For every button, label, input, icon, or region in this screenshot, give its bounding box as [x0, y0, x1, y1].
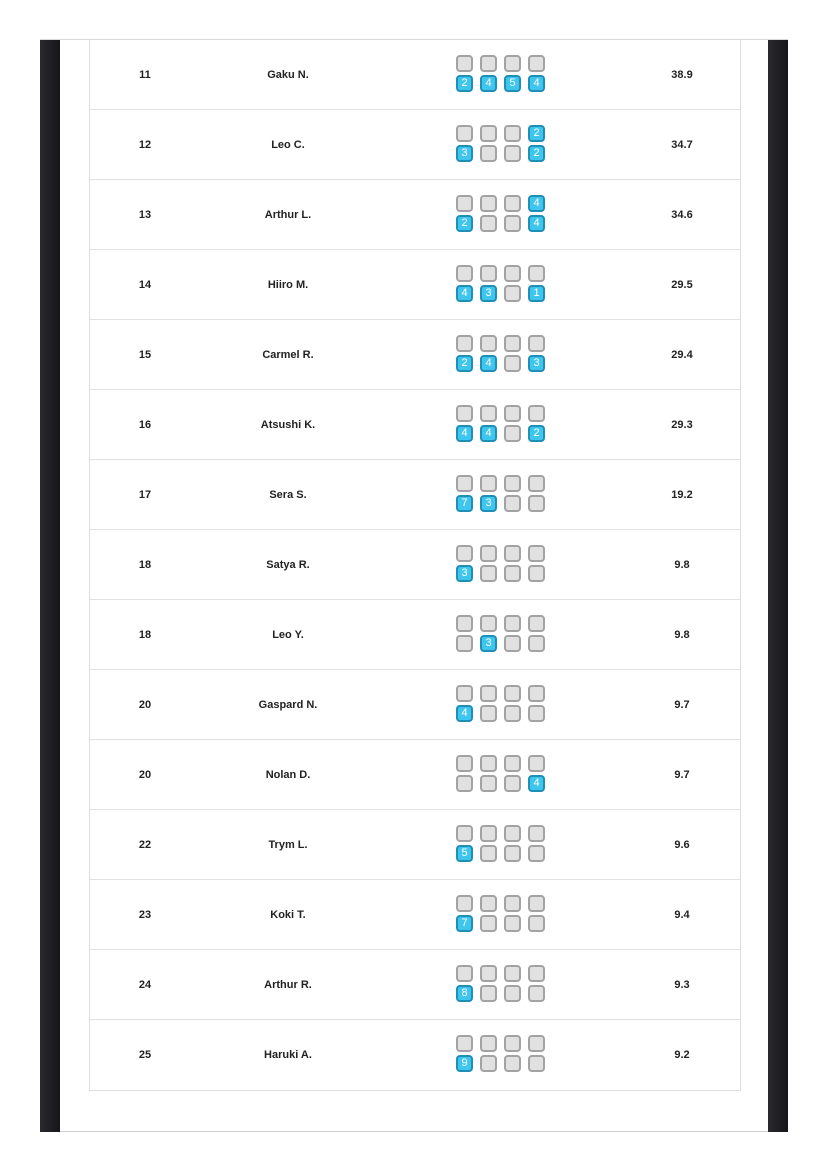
attempt-box-empty [480, 545, 497, 562]
attempt-box-empty [480, 1035, 497, 1052]
ranking-table [89, 40, 741, 1091]
attempt-box-filled: 2 [456, 355, 473, 372]
attempt-grid [456, 405, 552, 447]
rank-cell: 20 [138, 699, 152, 711]
attempt-box-empty [480, 405, 497, 422]
table-row[interactable] [90, 250, 740, 320]
attempt-box-filled: 4 [480, 425, 497, 442]
attempt-box-empty [504, 145, 521, 162]
attempt-box-empty [456, 825, 473, 842]
attempt-box-empty [528, 915, 545, 932]
attempt-box-empty [480, 845, 497, 862]
attempt-box-filled: 2 [456, 215, 473, 232]
player-name-cell: Hiiro M. [267, 279, 309, 291]
attempt-box-empty [480, 1055, 497, 1072]
attempt-box-empty [528, 405, 545, 422]
table-row[interactable] [90, 110, 740, 180]
attempt-grid [456, 475, 552, 517]
rank-cell: 23 [138, 909, 152, 921]
attempt-box-empty [528, 755, 545, 772]
attempt-box-filled: 3 [480, 635, 497, 652]
score-cell: 9.8 [674, 629, 690, 641]
attempt-box-filled: 4 [480, 355, 497, 372]
score-cell: 29.5 [671, 279, 693, 291]
attempt-box-empty [504, 775, 521, 792]
table-row[interactable] [90, 880, 740, 950]
attempt-box-empty [504, 985, 521, 1002]
attempt-box-empty [480, 775, 497, 792]
attempt-box-empty [528, 335, 545, 352]
attempt-box-empty [480, 335, 497, 352]
rank-cell: 11 [139, 69, 151, 81]
attempt-box-empty [456, 125, 473, 142]
score-cell: 9.7 [674, 769, 690, 781]
attempt-grid [456, 125, 552, 167]
score-cell: 19.2 [671, 489, 693, 501]
table-row[interactable] [90, 740, 740, 810]
score-cell: 9.7 [674, 699, 690, 711]
table-row[interactable] [90, 530, 740, 600]
attempt-box-filled: 5 [456, 845, 473, 862]
attempt-box-empty [456, 615, 473, 632]
attempt-box-empty [480, 145, 497, 162]
player-name-cell: Leo C. [271, 139, 305, 151]
attempt-box-empty [528, 495, 545, 512]
attempt-box-empty [456, 475, 473, 492]
attempt-box-empty [456, 895, 473, 912]
table-row[interactable] [90, 600, 740, 670]
attempt-box-empty [504, 475, 521, 492]
attempt-box-empty [504, 615, 521, 632]
player-name-cell: Arthur L. [264, 209, 312, 221]
attempt-box-empty [456, 755, 473, 772]
attempt-grid [456, 825, 552, 867]
attempt-box-empty [504, 355, 521, 372]
attempt-box-empty [480, 565, 497, 582]
table-row[interactable] [90, 1020, 740, 1090]
attempt-box-empty [480, 915, 497, 932]
player-name-cell: Arthur R. [264, 979, 312, 991]
player-name-cell: Atsushi K. [260, 419, 316, 431]
attempt-box-empty [528, 615, 545, 632]
attempt-box-empty [504, 965, 521, 982]
attempt-box-filled: 3 [528, 355, 545, 372]
attempt-box-empty [456, 775, 473, 792]
attempt-grid [456, 615, 552, 657]
score-cell: 9.3 [674, 979, 690, 991]
score-cell: 9.4 [674, 909, 690, 921]
attempt-box-empty [504, 125, 521, 142]
rank-cell: 17 [138, 489, 152, 501]
table-row[interactable] [90, 670, 740, 740]
attempt-box-filled: 2 [528, 125, 545, 142]
attempt-box-empty [528, 825, 545, 842]
score-cell: 34.7 [671, 139, 693, 151]
attempt-box-empty [480, 825, 497, 842]
attempt-box-empty [480, 195, 497, 212]
attempt-box-filled: 3 [456, 565, 473, 582]
table-row[interactable] [90, 950, 740, 1020]
attempt-box-empty [504, 635, 521, 652]
rank-cell: 24 [138, 979, 152, 991]
attempt-box-empty [480, 965, 497, 982]
score-cell: 9.2 [674, 1049, 690, 1061]
attempt-box-empty [456, 335, 473, 352]
attempt-box-empty [456, 405, 473, 422]
rank-cell: 18 [138, 629, 152, 641]
attempt-box-empty [480, 615, 497, 632]
attempt-box-empty [504, 425, 521, 442]
attempt-box-empty [528, 265, 545, 282]
attempt-box-empty [480, 685, 497, 702]
attempt-box-empty [456, 685, 473, 702]
attempt-box-empty [456, 195, 473, 212]
attempt-grid [456, 755, 552, 797]
attempt-box-empty [504, 215, 521, 232]
attempt-box-empty [456, 1035, 473, 1052]
attempt-box-filled: 8 [456, 985, 473, 1002]
attempt-box-filled: 4 [480, 75, 497, 92]
attempt-grid [456, 265, 552, 307]
attempt-box-empty [480, 895, 497, 912]
attempt-box-empty [504, 195, 521, 212]
score-cell: 9.6 [674, 839, 690, 851]
rank-cell: 14 [138, 279, 152, 291]
player-name-cell: Gaku N. [267, 69, 309, 81]
attempt-box-empty [504, 1035, 521, 1052]
player-name-cell: Carmel R. [262, 349, 314, 361]
attempt-box-empty [528, 55, 545, 72]
player-name-cell: Satya R. [266, 559, 310, 571]
score-cell: 34.6 [671, 209, 693, 221]
attempt-box-empty [528, 985, 545, 1002]
table-row[interactable] [90, 810, 740, 880]
attempt-box-empty [480, 985, 497, 1002]
attempt-box-empty [528, 1035, 545, 1052]
attempt-box-empty [504, 545, 521, 562]
rank-cell: 20 [138, 769, 152, 781]
page-bottom-border [60, 1131, 768, 1132]
attempt-box-empty [504, 1055, 521, 1072]
rank-cell: 22 [138, 839, 152, 851]
player-name-cell: Haruki A. [264, 1049, 312, 1061]
attempt-box-empty [504, 285, 521, 302]
attempt-box-empty [456, 545, 473, 562]
attempt-box-empty [504, 495, 521, 512]
attempt-box-empty [480, 265, 497, 282]
attempt-grid [456, 55, 552, 97]
attempt-grid [456, 965, 552, 1007]
attempt-grid [456, 895, 552, 937]
attempt-grid [456, 335, 552, 377]
attempt-box-filled: 2 [456, 75, 473, 92]
attempt-box-empty [504, 705, 521, 722]
attempt-box-empty [504, 565, 521, 582]
attempt-box-empty [480, 55, 497, 72]
left-frame-bar [40, 40, 60, 1132]
attempt-box-filled: 1 [528, 285, 545, 302]
attempt-box-filled: 3 [480, 495, 497, 512]
attempt-box-filled: 4 [528, 195, 545, 212]
attempt-box-empty [528, 475, 545, 492]
rank-cell: 25 [138, 1049, 152, 1061]
attempt-box-empty [480, 125, 497, 142]
attempt-box-filled: 4 [456, 425, 473, 442]
attempt-box-empty [528, 845, 545, 862]
player-name-cell: Leo Y. [272, 629, 304, 641]
rank-cell: 16 [138, 419, 152, 431]
attempt-box-empty [456, 965, 473, 982]
attempt-box-empty [504, 915, 521, 932]
attempt-box-empty [504, 335, 521, 352]
attempt-box-filled: 4 [528, 775, 545, 792]
attempt-box-empty [504, 825, 521, 842]
attempt-box-empty [504, 895, 521, 912]
rank-cell: 15 [138, 349, 152, 361]
attempt-box-empty [528, 895, 545, 912]
attempt-box-empty [456, 55, 473, 72]
attempt-box-empty [528, 965, 545, 982]
score-cell: 29.3 [671, 419, 693, 431]
attempt-box-empty [480, 705, 497, 722]
table-row[interactable] [90, 460, 740, 530]
attempt-box-empty [456, 265, 473, 282]
attempt-grid [456, 1035, 552, 1077]
attempt-grid [456, 195, 552, 237]
rank-cell: 12 [138, 139, 152, 151]
attempt-box-filled: 4 [456, 705, 473, 722]
attempt-box-empty [504, 845, 521, 862]
table-row[interactable] [90, 40, 740, 110]
score-cell: 29.4 [671, 349, 693, 361]
attempt-box-filled: 5 [504, 75, 521, 92]
attempt-box-empty [528, 545, 545, 562]
table-row[interactable] [90, 390, 740, 460]
attempt-box-empty [528, 565, 545, 582]
attempt-grid [456, 685, 552, 727]
attempt-box-empty [504, 685, 521, 702]
attempt-box-empty [528, 1055, 545, 1072]
player-name-cell: Trym L. [268, 839, 308, 851]
player-name-cell: Gaspard N. [258, 699, 318, 711]
attempt-box-filled: 9 [456, 1055, 473, 1072]
attempt-box-empty [528, 635, 545, 652]
attempt-box-filled: 7 [456, 915, 473, 932]
attempt-grid [456, 545, 552, 587]
attempt-box-filled: 2 [528, 425, 545, 442]
attempt-box-empty [456, 635, 473, 652]
rank-cell: 13 [138, 209, 152, 221]
attempt-box-filled: 2 [528, 145, 545, 162]
player-name-cell: Sera S. [269, 489, 307, 501]
attempt-box-filled: 4 [528, 75, 545, 92]
attempt-box-filled: 4 [528, 215, 545, 232]
attempt-box-filled: 4 [456, 285, 473, 302]
attempt-box-empty [480, 475, 497, 492]
attempt-box-filled: 3 [456, 145, 473, 162]
attempt-box-filled: 3 [480, 285, 497, 302]
attempt-box-empty [480, 755, 497, 772]
attempt-box-empty [504, 755, 521, 772]
player-name-cell: Koki T. [270, 909, 306, 921]
attempt-box-empty [528, 705, 545, 722]
table-row[interactable] [90, 320, 740, 390]
score-cell: 38.9 [671, 69, 693, 81]
attempt-box-empty [504, 265, 521, 282]
attempt-box-filled: 7 [456, 495, 473, 512]
attempt-box-empty [528, 685, 545, 702]
attempt-box-empty [504, 55, 521, 72]
attempt-box-empty [480, 215, 497, 232]
table-row[interactable] [90, 180, 740, 250]
score-cell: 9.8 [674, 559, 690, 571]
right-frame-bar [768, 40, 788, 1132]
rank-cell: 18 [138, 559, 152, 571]
attempt-box-empty [504, 405, 521, 422]
player-name-cell: Nolan D. [265, 769, 311, 781]
